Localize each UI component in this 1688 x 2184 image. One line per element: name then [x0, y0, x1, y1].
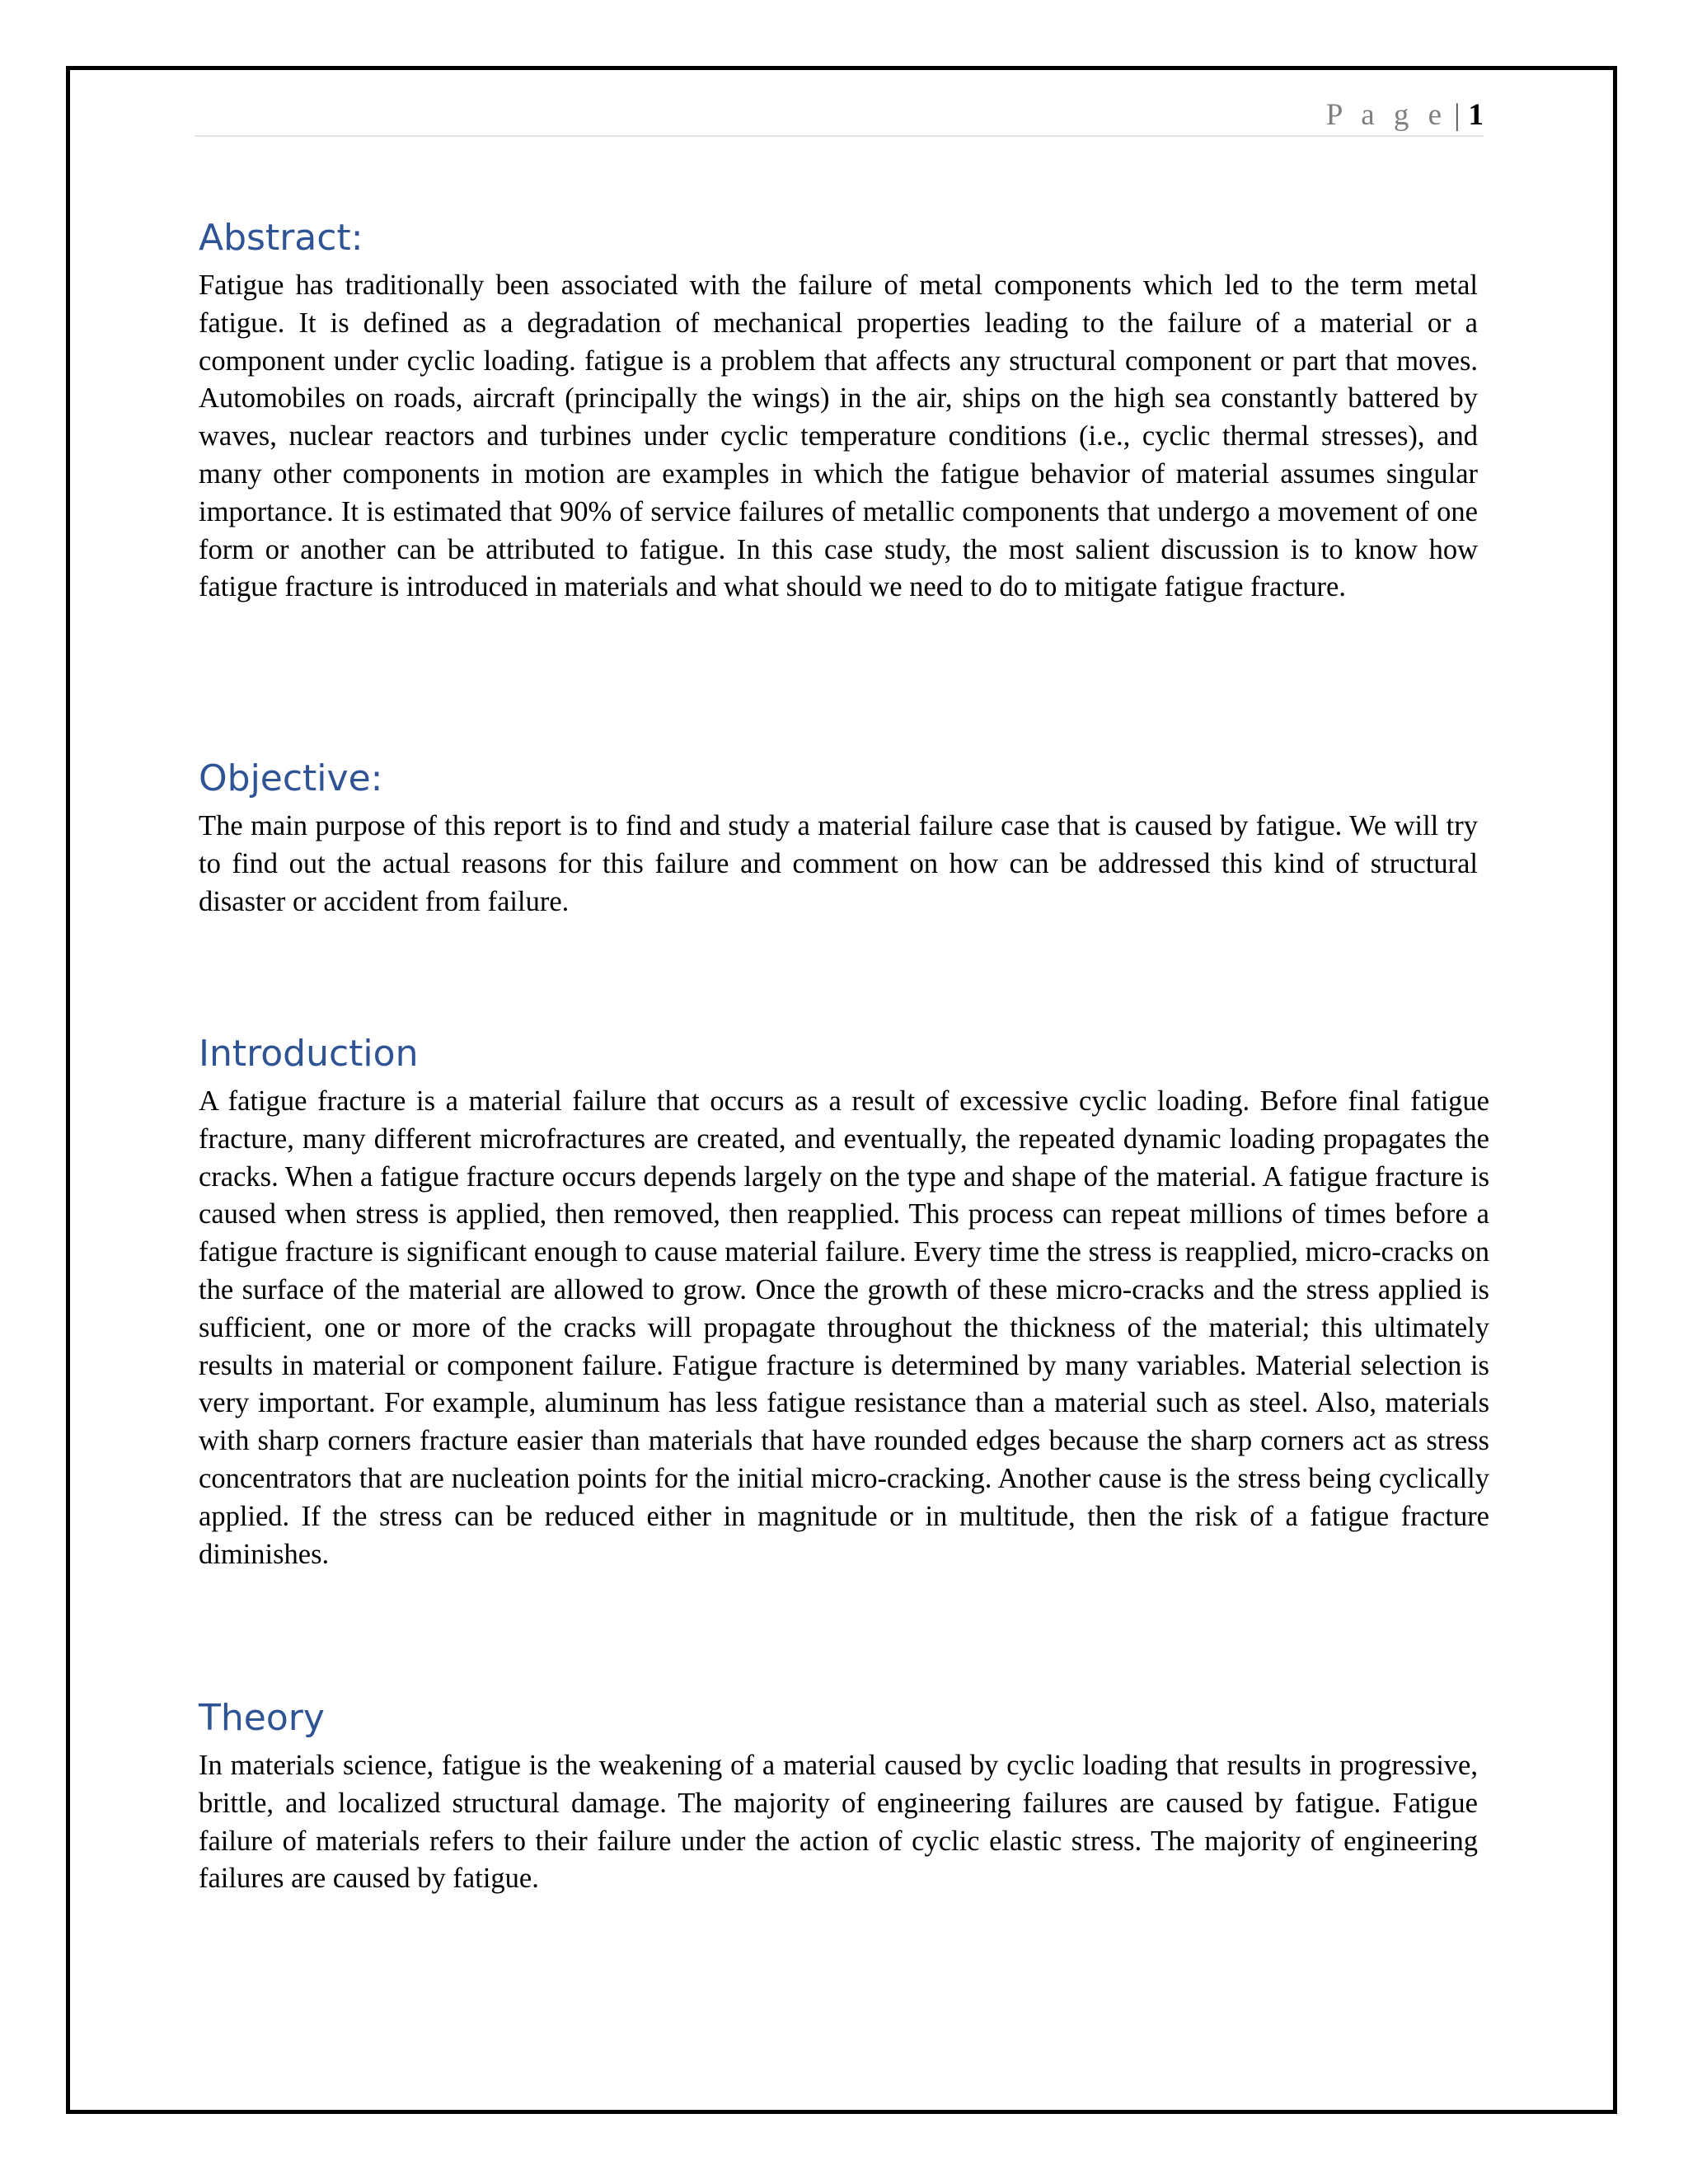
- page-number: 1: [1468, 98, 1484, 132]
- objective-heading: Objective:: [199, 757, 383, 799]
- page-header: [195, 97, 1484, 137]
- introduction-body: A fatigue fracture is a material failure that occurs as a result of excessive cyclic loading. Before final fatigue fracture, many different microfractures are created, and eventually, the repeated dynamic loading propagates the cracks. When a fatigue fracture occurs depends largely on the type and shape of the material. A fatigue fracture is caused when stress is applied, then removed, then reapplied. This process can repeat millions of times before a fatigue fracture is significant enough to cause material failure. Every time the stress is reapplied, micro-cracks on the surface of the material are allowed to grow. Once the growth of these micro-cracks and the stress applied is sufficient, one or more of the cracks will propagate throughout the thickness of the material; this ultimately results in material or component failure. Fatigue fracture is determined by many variables. Material selection is very important. For example, aluminum has less fatigue resistance than a material such as steel. Also, materials with sharp corners fracture easier than materials that have rounded edges because the sharp corners act as stress concentrators that are nucleation points for the initial micro-cracking. Another cause is the stress being cyclically applied. If the stress can be reduced either in magnitude or in multitude, then the risk of a fatigue fracture diminishes.: [199, 1085, 1489, 1570]
- theory-body: In materials science, fatigue is the weakening of a material caused by cyclic loading that results in progressive, brittle, and localized structural damage. The majority of engineering failures are caused by fatigue. Fatigue failure of materials refers to their failure under the action of cyclic elastic stress. The majority of engineering failures are caused by fatigue.: [199, 1750, 1478, 1895]
- abstract-section: [199, 213, 1478, 607]
- introduction-heading: Introduction: [199, 1033, 419, 1075]
- theory-heading: Theory: [199, 1697, 325, 1739]
- abstract-heading: Abstract:: [199, 217, 363, 259]
- objective-section: [199, 753, 1478, 921]
- page-label: P a g e: [1325, 98, 1448, 132]
- abstract-body: Fatigue has traditionally been associated with the failure of metal components which led to the term metal fatigue. It is defined as a degradation of mechanical properties leading to the failure of a material or a component under cyclic loading. fatigue is a problem that affects any structural component or part that moves. Automobiles on roads, aircraft (principally the wings) in the air, ships on the high sea constantly battered by waves, nuclear reactors and turbines under cyclic temperature conditions (i.e., cyclic thermal stresses), and many other components in motion are examples in which the fatigue behavior of material assumes singular importance. It is estimated that 90% of service failures of metallic components that undergo a movement of one form or another can be attributed to fatigue. In this case study, the most salient discussion is to know how fatigue fracture is introduced in materials and what should we need to do to mitigate fatigue fracture.: [199, 269, 1478, 603]
- theory-section: [199, 1693, 1478, 1898]
- introduction-section: [199, 1029, 1489, 1573]
- objective-body: The main purpose of this report is to find and study a material failure case that is caused by fatigue. We will try to find out the actual reasons for this failure and comment on how can be addressed this kind of structural disaster or accident from failure.: [199, 810, 1478, 917]
- page-separator: |: [1454, 98, 1461, 132]
